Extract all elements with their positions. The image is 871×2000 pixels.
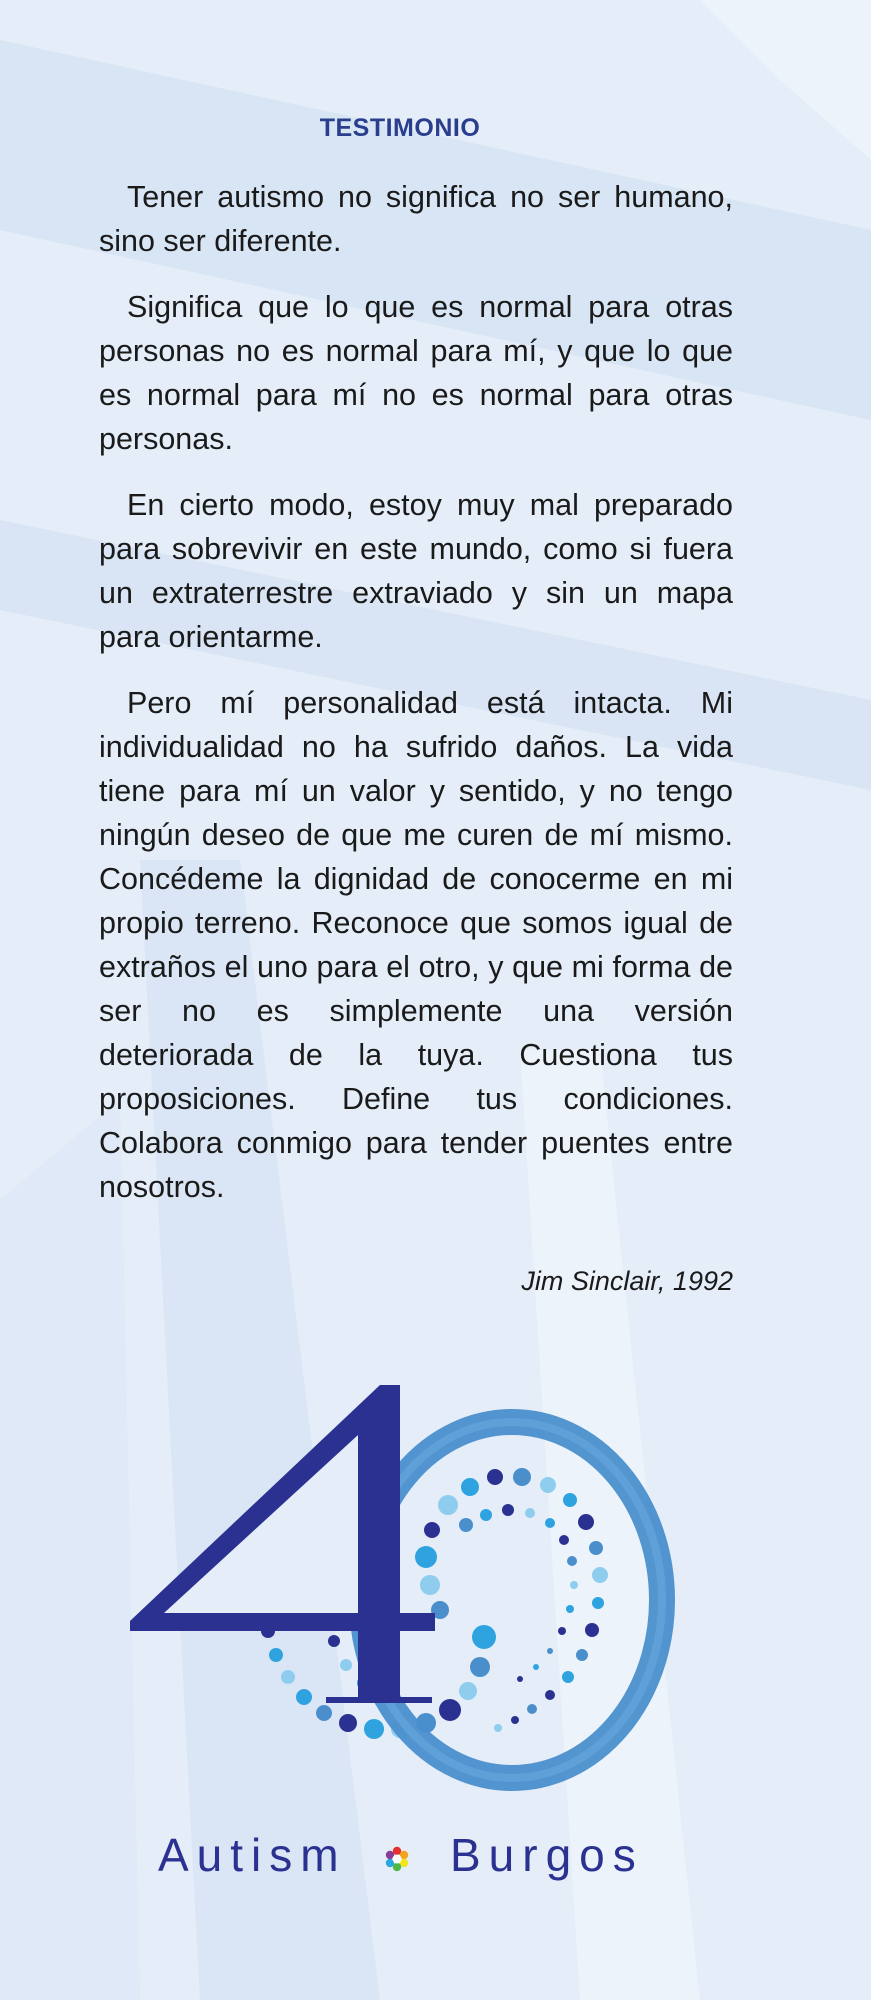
author-attribution: Jim Sinclair, 1992 <box>521 1266 733 1296</box>
testimonial-paragraph-2: Significa que lo que es normal para otras personas no es normal para mí, y que lo que es normal para mí no es normal para otras personas. <box>99 290 733 456</box>
testimonial-paragraph-1: Tener autismo no significa no ser humano, sino ser diferente. <box>99 180 733 258</box>
logo-word-burgos: Burgos <box>450 1829 644 1881</box>
testimonial-body <box>99 175 733 1231</box>
logo-word-autism: Autism <box>158 1829 347 1881</box>
testimonial-paragraph-3: En cierto modo, estoy muy mal preparado para sobrevivir en este mundo, como si fuera un extraterrestre extraviado y sin un mapa para orientarme. <box>99 488 733 654</box>
logo-wordmark <box>150 1828 690 1888</box>
flower-icon <box>384 1846 410 1872</box>
testimonial-paragraph-4: Pero mí personalidad está intacta. Mi individualidad no ha sufrido daños. La vida tiene para mí un valor y sentido, y no tengo ningún deseo de que me curen de mí mismo. Concédeme la dignidad de conocerme en mi propio terreno. Reconoce que somos igual de extraños el uno para el otro, y que mi forma de ser no es simplemente una versión deteriorada de la tuya. Cuestiona tus proposiciones. Define tus condiciones. Colabora conmigo para tender puentes entre nosotros. <box>99 686 733 1204</box>
page-heading: TESTIMONIO <box>319 114 481 142</box>
anniversary-logo <box>130 1385 700 1840</box>
forty-logo-graphic <box>130 1385 700 1840</box>
